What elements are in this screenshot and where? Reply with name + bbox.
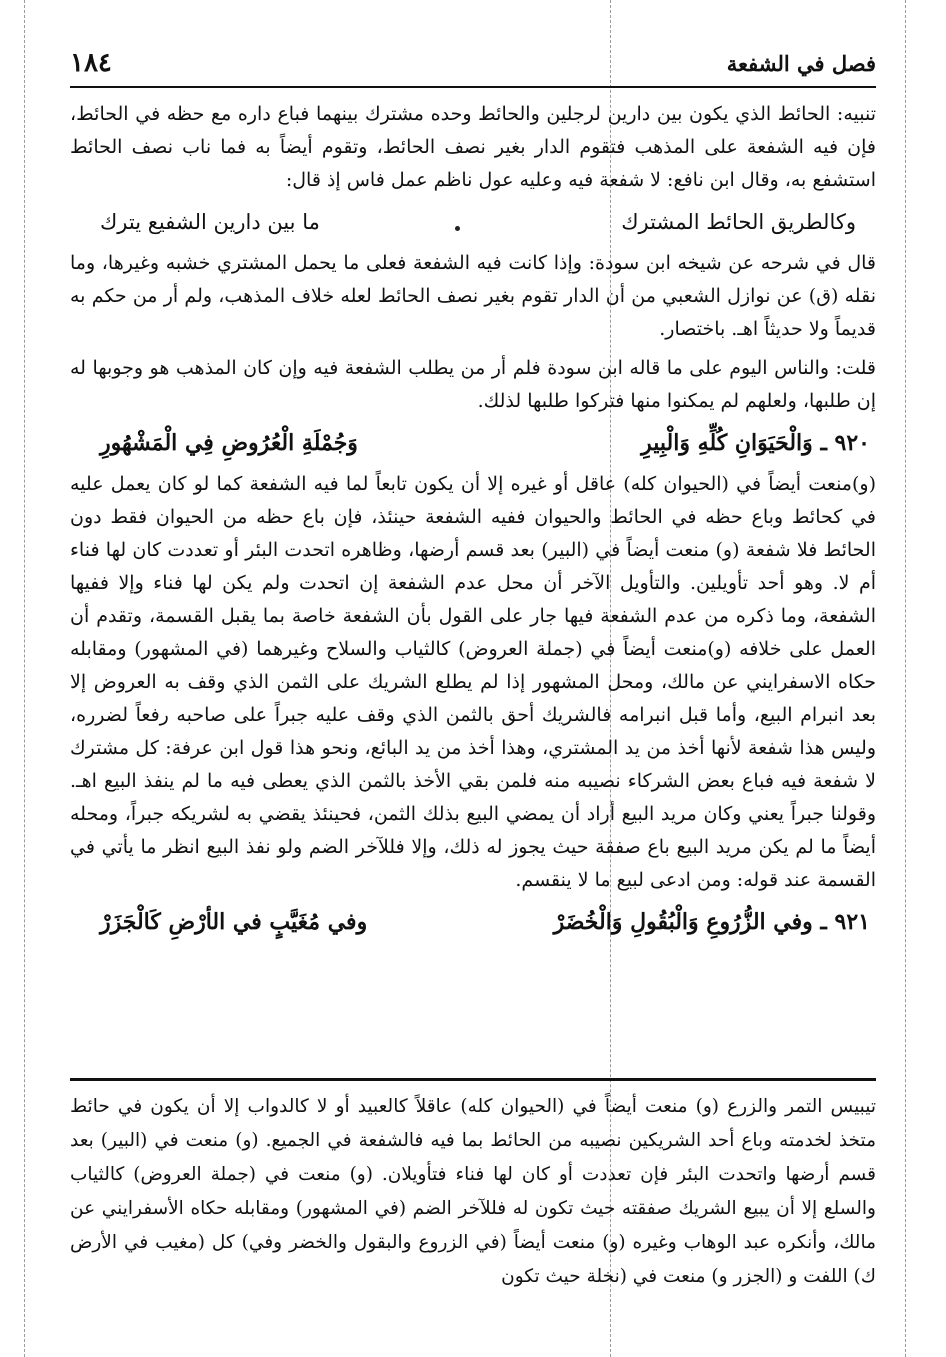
chapter-title: فصل في الشفعة <box>726 50 876 76</box>
verse-line <box>70 203 876 241</box>
verse-921 <box>70 903 876 941</box>
paragraph-commentary: قال في شرحه عن شيخه ابن سودة: وإذا كانت فيه الشفعة فعلى ما يحمل المشتري خشبه وغيرها، وما نقله (ق) عن نوازل الشعبي من أن الدار تقوم بغير نصف الحائط لعله خلاف المذهب، ولم أر من حكم به قديماً ولا حديثاً اهـ. باختصار. <box>70 252 876 340</box>
paragraph-tanbih: تنبيه: الحائط الذي يكون بين دارين لرجلين والحائط وحده مشترك بينهما فباع داره مع حظه في الحائط، فإن فيه الشفعة على المذهب فتقوم الدار بغير نصف الحائط، وتقوم أيضاً به فما ناب نصف الحائط استشفع به، وقال ابن نافع: لا شفعة فيه وعليه عول ناظم عمل فاس إذ قال: <box>70 103 876 191</box>
paragraph-qultu: قلت: والناس اليوم على ما قاله ابن سودة فلم أر من يطلب الشفعة فيه وإن كان المذهب هو وجوبها له إن طلبها، ولعلهم لم يمكنوا منها فتركوا طلبها لذلك. <box>70 357 876 412</box>
verse-920 <box>70 424 876 462</box>
verse-hemistich-left: ما بين دارين الشفيع يترك <box>100 210 320 234</box>
verse-hemistich-right: ٩٢١ ـ وفي الزُّرُوعِ وَالْبُقُولِ وَالْخُضَرْ <box>553 909 870 935</box>
ink-dot <box>455 226 460 231</box>
verse-hemistich-right: وكالطريق الحائط المشترك <box>621 210 856 234</box>
running-header <box>70 40 876 88</box>
page-number: ١٨٤ <box>70 48 112 78</box>
main-text <box>70 98 876 1053</box>
scan-dashed-line <box>24 0 25 1357</box>
verse-hemistich-left: وَجُمْلَةِ الْعُرُوضِ فِي الْمَشْهُورِ <box>100 430 358 456</box>
footnote-text: تيبيس التمر والزرع (و) منعت أيضاً في (الحيوان كله) عاقلاً كالعبيد أو لا كالدواب إلا أن يكون في حائط متخذ لخدمته وباع أحد الشريكين نصيبه من الحائط بما فيه فالشفعة في الجميع. (و) منعت في (البير) بعد قسم أرضها واتحدت البئر فإن تعددت أو كان لها فناء فتأويلان. (و) منعت في (جملة العروض) كالثياب والسلع إلا أن يبيع الشريك صفقته حيث تكون له فللآخر الضم (في المشهور) ومقابله حكاه الأسفرايني عن مالك، وأنكره عبد الوهاب وغيره (و) منعت أيضاً (في الزروع والبقول والخضر وفي) كل (مغيب في الأرض ك) اللفت و (الجزر و) منعت في (نخلة حيث تكون <box>70 1096 876 1287</box>
scan-dashed-line <box>905 0 906 1357</box>
footnote-separator <box>70 1078 876 1081</box>
verse-hemistich-right: ٩٢٠ ـ وَالْحَيَوَانِ كُلِّهِ وَالْبِيرِ <box>641 430 870 456</box>
verse-hemistich-left: وفي مُغَيَّبٍ في الأرْضِ كَالْجَزَرْ <box>100 909 368 935</box>
paragraph-explanation: (و)منعت أيضاً في (الحيوان كله) عاقل أو غيره إلا أن يكون تابعاً لما فيه الشفعة كما لو كان يعمل عليه في كحائط وباع حظه في الحائط والحيوان ففيه الشفعة حينئذ، فإن باع حظه من الحيوان فقط دون الحائط فلا شفعة (و) منعت أيضاً في (البير) بعد قسم أرضها، وظاهره اتحدت البئر أو تعددت كان لها فناء أم لا. وهو أحد تأويلين. والتأويل الآخر أن محل عدم الشفعة إن اتحدت ولم يكن لها فناء وإلا ففيها الشفعة، وما ذكره من عدم الشفعة فيها جار على القول بأن الشفعة خاصة بما يقبل القسمة، وتقدم أن العمل على خلافه (و)منعت أيضاً في (جملة العروض) كالثياب والسلاح وغيرهما (في المشهور) ومقابله حكاه الاسفرايني عن مالك، ومحل المشهور إذا لم يطلع الشريك على الثمن الذي وقف به العروض إلا بعد انبرام البيع، وأما قبل انبرامه فالشريك أحق بالثمن الذي وقف عليه جبراً على صاحبه رفعاً لضرره، وليس هذا شفعة لأنها أخذ من يد المشتري، وهذا أخذ من يد البائع، ونحو هذا قول ابن عرفة: كل مشترك لا شفعة فيه فباع بعض الشركاء نصيبه منه فلمن بقي الأخذ بالثمن الذي يعطى فيه ما لم ينفذ البيع اهـ. وقولنا جبراً يعني وكان مريد البيع أراد أن يمضي البيع بذلك الثمن، فحينئذ يقضي به لشريكه جبراً، ومحله أيضاً ما لم يكن مريد البيع باع صفقة حيث يجوز له ذلك، وإلا فللآخر الضم ولو نفذ البيع انظر ما يأتي في القسمة عند قوله: ومن ادعى لبيع ما لا ينقسم. <box>70 473 876 891</box>
